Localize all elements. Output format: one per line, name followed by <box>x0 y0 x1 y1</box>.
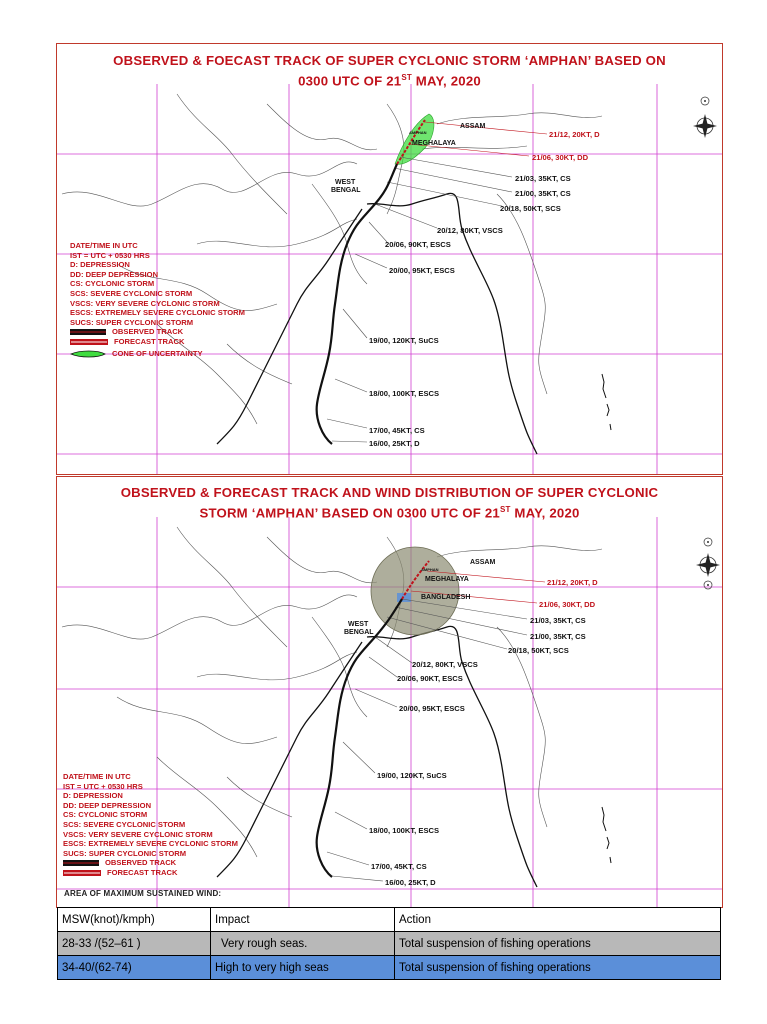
legend-observed-label: OBSERVED TRACK <box>105 858 177 868</box>
table-header-cell: Action <box>395 908 721 932</box>
legend-cone <box>70 349 245 359</box>
title-line-1: OBSERVED & FOECAST TRACK OF SUPER CYCLONIC STORM ‘AMPHAN’ BASED ON <box>113 53 666 68</box>
legend-line: DD: DEEP DEPRESSION <box>63 800 152 810</box>
track-label: 17/00, 45KT, CS <box>371 862 427 871</box>
india-east-coastline <box>217 642 362 877</box>
observed-track-swatch <box>63 860 99 866</box>
table-header-cell: MSW(knot)/kmph) <box>58 908 211 932</box>
title-superscript: ST <box>401 73 412 82</box>
place-west-bengal-2: BENGAL <box>344 629 374 636</box>
track-label: 19/00, 120KT, SuCS <box>369 336 439 345</box>
track-label: 21/12, 20KT, D <box>547 578 598 587</box>
place-west-bengal-1: WEST <box>335 179 356 186</box>
track-label: 20/00, 95KT, ESCS <box>399 704 465 713</box>
track-label: 18/00, 100KT, ESCS <box>369 826 440 835</box>
compass-rose-icon <box>696 553 720 577</box>
table-cell: 34-40/(62-74) <box>58 956 211 980</box>
track-label: 20/12, 80KT, VSCS <box>437 226 503 235</box>
legend-observed <box>63 858 238 868</box>
title-superscript: ST <box>499 505 511 514</box>
track-label: 16/00, 25KT, D <box>385 878 436 887</box>
andaman-islands <box>602 374 611 430</box>
track-label: 20/06, 90KT, ESCS <box>385 240 451 249</box>
observed-leader-lines <box>327 157 512 442</box>
legend-line: SUCS: SUPER CYCLONIC STORM <box>70 317 194 327</box>
north-arrow-icon <box>701 97 709 105</box>
cone-swatch-icon <box>70 350 106 358</box>
legend-line: IST = UTC + 0530 HRS <box>63 781 143 791</box>
legend-cone-label: CONE OF UNCERTAINTY <box>112 348 203 358</box>
place-amphan: AMPHAN <box>409 130 427 135</box>
track-label: 16/00, 25KT, D <box>369 439 420 448</box>
legend <box>63 772 238 878</box>
legend-line: VSCS: VERY SEVERE CYCLONIC STORM <box>63 829 213 839</box>
max-wind-area <box>371 547 459 635</box>
legend-line: DD: DEEP DEPRESSION <box>70 269 159 279</box>
compass-rose-icon <box>693 114 717 138</box>
place-west-bengal-2: BENGAL <box>331 187 361 194</box>
forecast-track-swatch <box>70 339 108 345</box>
table-row <box>58 956 721 980</box>
place-assam: ASSAM <box>470 559 496 566</box>
track-label: 20/06, 90KT, ESCS <box>397 674 463 683</box>
table-cell: Total suspension of fishing operations <box>395 956 721 980</box>
track-label: 21/12, 20KT, D <box>549 130 600 139</box>
track-label: 21/06, 30KT, DD <box>532 153 589 162</box>
legend-line: DATE/TIME IN UTC <box>63 772 131 781</box>
legend-line: SUCS: SUPER CYCLONIC STORM <box>63 848 187 858</box>
table-cell: Total suspension of fishing operations <box>395 932 721 956</box>
legend-forecast <box>63 868 238 878</box>
forecast-track-swatch <box>63 870 101 876</box>
track-label: 20/18, 50KT, SCS <box>508 646 569 655</box>
legend-line: VSCS: VERY SEVERE CYCLONIC STORM <box>70 298 220 308</box>
legend-line: SCS: SEVERE CYCLONIC STORM <box>70 288 193 298</box>
north-arrow-icon <box>704 581 712 589</box>
title-line-2-end: MAY, 2020 <box>411 73 481 89</box>
table-header-cell: Impact <box>211 908 395 932</box>
border-line <box>497 194 547 394</box>
track-map-panel <box>56 43 723 475</box>
track-label: 20/18, 50KT, SCS <box>500 204 561 213</box>
table-cell: Very rough seas. <box>211 932 395 956</box>
track-label: 17/00, 45KT, CS <box>369 426 425 435</box>
track-label: 21/03, 35KT, CS <box>530 616 586 625</box>
legend-forecast-label: FORECAST TRACK <box>114 336 185 346</box>
track-label: 21/00, 35KT, CS <box>530 632 586 641</box>
legend-line: CS: CYCLONIC STORM <box>63 810 148 820</box>
legend-forecast-label: FORECAST TRACK <box>107 867 178 877</box>
title-line-2-end: MAY, 2020 <box>510 505 580 521</box>
legend-line: DATE/TIME IN UTC <box>70 241 138 250</box>
legend-line: D: DEPRESSION <box>63 791 123 801</box>
track-label: 21/03, 35KT, CS <box>515 174 571 183</box>
legend-line: ESCS: EXTREMELY SEVERE CYCLONIC STORM <box>63 839 238 849</box>
title-line-2: STORM ‘AMPHAN’ BASED ON 0300 UTC OF 21 <box>199 505 500 521</box>
legend <box>70 241 245 358</box>
impact-table <box>57 907 721 980</box>
track-label: 19/00, 120KT, SuCS <box>377 771 447 780</box>
observed-leader-lines <box>327 599 527 881</box>
observed-track-swatch <box>70 329 106 335</box>
title-line-1: OBSERVED & FORECAST TRACK AND WIND DISTRIBUTION OF SUPER CYCLONIC <box>120 485 659 500</box>
area-max-wind-label: AREA OF MAXIMUM SUSTAINED WIND: <box>64 889 222 898</box>
table-header-row <box>58 908 721 932</box>
wind-distribution-panel <box>56 476 723 908</box>
north-arrow-icon <box>704 538 712 546</box>
legend-line: D: DEPRESSION <box>70 260 130 270</box>
legend-line: IST = UTC + 0530 HRS <box>70 250 150 260</box>
legend-observed <box>70 327 245 337</box>
title-line-2: 0300 UTC OF 21 <box>298 73 402 89</box>
legend-forecast <box>70 337 245 347</box>
track-label: 18/00, 100KT, ESCS <box>369 389 440 398</box>
observed-track <box>317 164 397 444</box>
table-cell: High to very high seas <box>211 956 395 980</box>
legend-line: SCS: SEVERE CYCLONIC STORM <box>63 819 186 829</box>
place-assam: ASSAM <box>460 123 486 130</box>
legend-line: ESCS: EXTREMELY SEVERE CYCLONIC STORM <box>70 308 245 318</box>
track-label: 21/00, 35KT, CS <box>515 189 571 198</box>
place-bangladesh: BANGLADESH <box>421 594 471 601</box>
andaman-islands <box>602 807 611 863</box>
table-row <box>58 932 721 956</box>
border-line <box>497 627 547 827</box>
table-cell: 28-33 /(52–61 ) <box>58 932 211 956</box>
track-label: 20/00, 95KT, ESCS <box>389 266 455 275</box>
place-west-bengal-1: WEST <box>348 621 369 628</box>
track-label: 21/06, 30KT, DD <box>539 600 596 609</box>
legend-line: CS: CYCLONIC STORM <box>70 279 155 289</box>
place-meghalaya: MEGHALAYA <box>412 140 456 147</box>
legend-observed-label: OBSERVED TRACK <box>112 327 184 337</box>
place-meghalaya: MEGHALAYA <box>425 576 469 583</box>
place-amphan: AMPHAN <box>421 567 439 572</box>
track-label: 20/12, 80KT, VSCS <box>412 660 478 669</box>
